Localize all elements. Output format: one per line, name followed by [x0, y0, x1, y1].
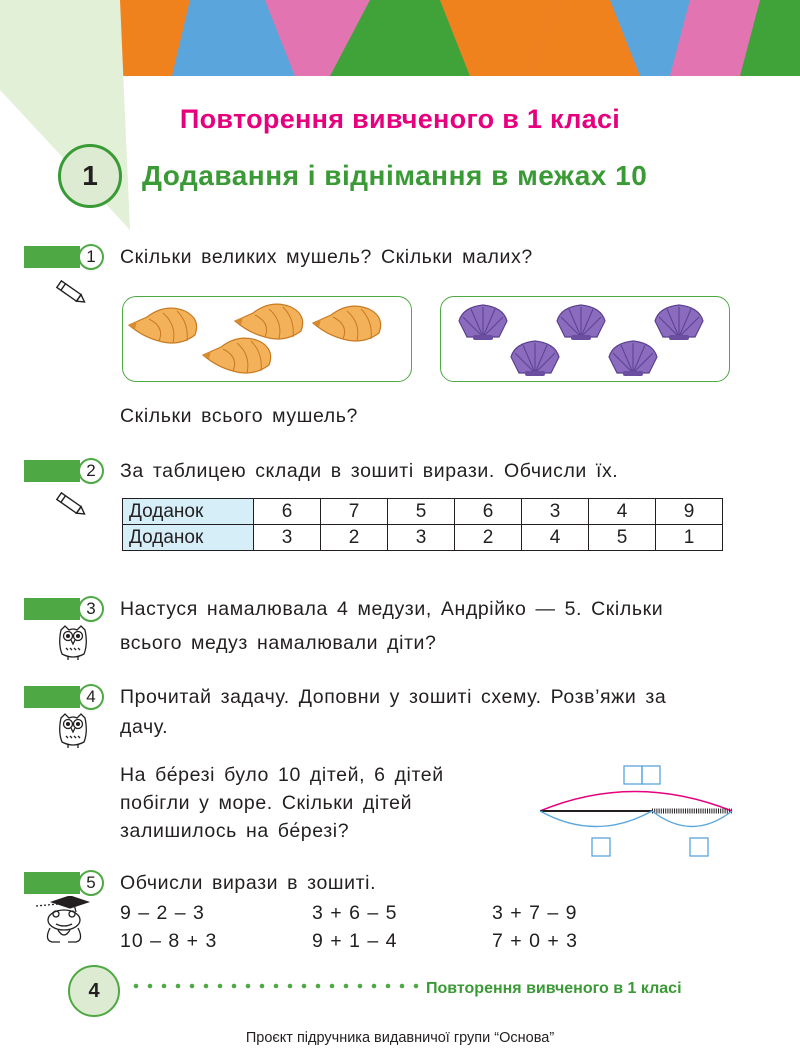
table-cell: 2 [455, 525, 522, 551]
small-shell [459, 305, 507, 340]
task-2-number: 2 [78, 458, 104, 484]
task-marker-bar [24, 686, 80, 708]
publisher-credit: Проєкт підручника видавничої групи “Основа” [245, 1030, 555, 1046]
task-marker-bar [24, 246, 80, 268]
task-5-number: 5 [78, 870, 104, 896]
task-marker-bar [24, 460, 80, 482]
table-cell: 7 [321, 499, 388, 525]
problem-line-3: залишилось на бе́резі? [120, 820, 350, 842]
table-cell: 5 [388, 499, 455, 525]
expression: 3 + 7 – 9 [492, 902, 578, 924]
small-shells-illustration [441, 297, 731, 383]
table-cell: 3 [388, 525, 455, 551]
task-marker-bar [24, 598, 80, 620]
big-shell [313, 306, 381, 341]
whole-arc [540, 792, 732, 812]
big-shell [203, 338, 271, 373]
task-3-line-2: всього медуз намалювали діти? [120, 632, 437, 654]
big-shell [235, 304, 303, 339]
table-cell: 9 [656, 499, 723, 525]
big-shells-illustration [123, 297, 413, 383]
lesson-title: Додавання і віднімання в межах 10 [142, 160, 648, 191]
task-1-number: 1 [78, 244, 104, 270]
table-cell: 5 [589, 525, 656, 551]
table-row [123, 525, 723, 551]
table-cell: 3 [254, 525, 321, 551]
small-shell [511, 341, 559, 376]
table-cell: 6 [254, 499, 321, 525]
answer-box [642, 766, 660, 784]
task-3-line-1: Настуся намалювала 4 медузи, Андрійко — 5. Скільки [120, 598, 664, 620]
table-cell: 2 [321, 525, 388, 551]
answer-box [592, 838, 610, 856]
dotted-leader [132, 981, 422, 991]
addends-table [122, 498, 723, 551]
lesson-number-badge: 1 [58, 144, 122, 208]
big-shell [129, 308, 197, 343]
answer-box [690, 838, 708, 856]
table-cell: 4 [522, 525, 589, 551]
row-header: Доданок [123, 499, 254, 525]
owl-icon [56, 624, 90, 662]
row-header: Доданок [123, 525, 254, 551]
table-cell: 3 [522, 499, 589, 525]
table-cell: 4 [589, 499, 656, 525]
task-4-line-2: дачу. [120, 716, 169, 738]
big-shells-frame [122, 296, 412, 382]
task-3-number: 3 [78, 596, 104, 622]
task-2-question: За таблицею склади в зошиті вирази. Обчисли їх. [120, 460, 619, 482]
table-cell: 1 [656, 525, 723, 551]
expression: 3 + 6 – 5 [312, 902, 398, 924]
task-1-question: Скільки великих мушель? Скільки малих? [120, 246, 533, 268]
expression: 7 + 0 + 3 [492, 930, 578, 952]
expression: 10 – 8 + 3 [120, 930, 218, 952]
task-4-line-1: Прочитай задачу. Доповни у зошиті схему. Розв’яжи за [120, 686, 667, 708]
problem-line-2: побігли у море. Скільки дітей [120, 792, 413, 814]
owl-icon [56, 712, 90, 750]
expression: 9 – 2 – 3 [120, 902, 205, 924]
small-shell [655, 305, 703, 340]
section-title: Повторення вивченого в 1 класі [179, 104, 621, 134]
table-cell: 6 [455, 499, 522, 525]
small-shell [557, 305, 605, 340]
pencil-icon [50, 488, 90, 522]
small-shells-frame [440, 296, 730, 382]
small-shell [609, 341, 657, 376]
expression: 9 + 1 – 4 [312, 930, 398, 952]
task-4-number: 4 [78, 684, 104, 710]
running-title: Повторення вивченого в 1 класі [426, 980, 682, 997]
segment-scheme-diagram [534, 762, 740, 862]
table-row [123, 499, 723, 525]
task-1-followup: Скільки всього мушель? [120, 405, 358, 427]
page-number-badge: 4 [68, 965, 120, 1017]
task-marker-bar [24, 872, 80, 894]
pencil-icon [50, 276, 90, 310]
part-arc [540, 811, 652, 827]
task-5-question: Обчисли вирази в зошиті. [120, 872, 377, 894]
frog-icon [34, 896, 92, 946]
problem-line-1: На бе́резі було 10 дітей, 6 дітей [120, 764, 444, 786]
answer-box [624, 766, 642, 784]
